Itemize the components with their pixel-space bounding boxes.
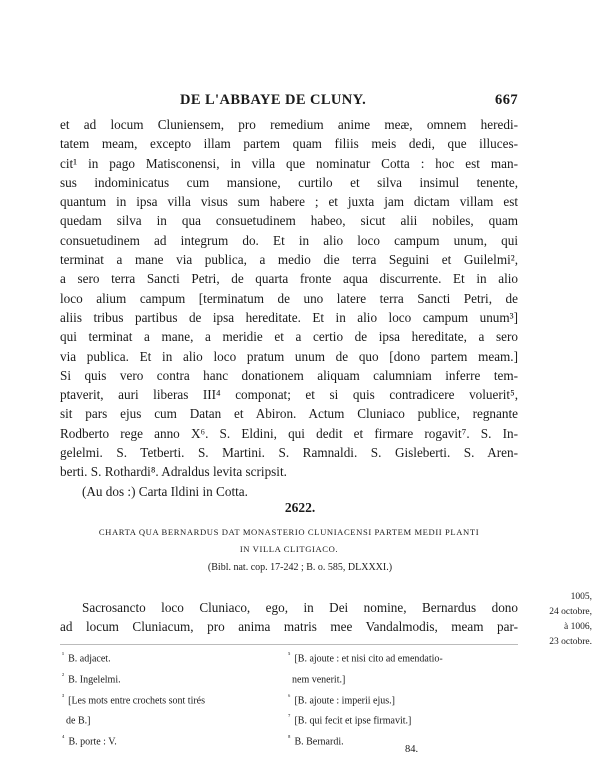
footnotes-right <box>288 647 518 751</box>
charter-text-continued <box>60 115 518 501</box>
footnote: $^{^2}$ B. Ingelelmi. <box>62 671 121 686</box>
text-line: a sero terra Sancti Petri, de quarta fronte aqua discurrente. Et in alio <box>60 271 518 287</box>
text-line: cit¹ in pago Matisconensi, in villa que nominatur Cotta : hoc est man- <box>60 155 518 171</box>
margin-date-line: 1005, <box>570 592 592 602</box>
text-line: qui terminat a mane, a meridie et a certio de ipsa hereditate, a sero <box>60 329 518 345</box>
footnote: $^{^7}$ [B. qui fecit et ipse firmavit.] <box>288 713 412 727</box>
charter-source: (Bibl. nat. cop. 17-242 ; B. o. 585, DLXXXI.) <box>207 562 393 573</box>
charter-number: 2622. <box>284 500 316 515</box>
margin-date-line: à 1006, <box>564 622 592 632</box>
footnote: $^{^6}$ [B. ajoute : imperii ejus.] <box>288 692 395 706</box>
running-head-title: DE L'ABBAYE DE CLUNY. <box>180 92 367 108</box>
charter-title <box>60 524 518 558</box>
margin-date-line: 23 octobre. <box>549 637 592 647</box>
text-line: sus indominicatus cum mansione, curtilo et silva insimul tenente, <box>60 174 518 190</box>
charter-body <box>60 598 518 637</box>
margin-date-line: 24 octobre, <box>549 607 592 617</box>
text-line: ad locum Cluniacum, pro anima matris mee Vandalmodis, meam par- <box>60 619 518 635</box>
text-line: via publica. Et in alio loco pratum unum de quo [dono partem meam.] <box>60 348 518 364</box>
footnote: de B.] <box>66 715 91 727</box>
text-line: consuetudinem ad integrum do. Et in alio loco campum unum, qui <box>60 232 518 248</box>
text-line: et ad locum Cluniensem, pro remedium anime meæ, omnem heredi- <box>60 117 518 132</box>
footnote: nem venerit.] <box>292 674 346 686</box>
footnote: $^{^1}$ B. adjacet. <box>62 651 111 665</box>
text-line: aliis tribus partibus de ipsa hereditate. Et in alio loco campum unum³] <box>60 309 518 325</box>
page-number: 667 <box>495 92 518 108</box>
charter-title-line: CHARTA QUA BERNARDUS DAT MONASTERIO CLUNIACENSI PARTEM MEDII PLANTI <box>98 527 480 537</box>
footnote: $^{^5}$ [B. ajoute : et nisi cito ad emendatio- <box>288 651 443 665</box>
footnotes-left <box>62 647 272 751</box>
text-line: quantum in ipsa villa visus sum habere ; et juxta jam dictam villam est <box>60 194 518 210</box>
dorse-note: (Au dos :) Carta Ildini in Cotta. <box>82 483 248 499</box>
text-line: terminat a mane via publica, a medio die terra Seguini et Guilelmi², <box>60 252 518 268</box>
text-line: sit pars ejus cum Datan et Abiron. Actum Cluniaco publice, regnante <box>60 406 518 422</box>
footnote-divider <box>60 644 518 645</box>
footnote: $^{^3}$ [Les mots entre crochets sont tirés <box>62 692 206 706</box>
signature-mark: 84. <box>405 744 419 755</box>
margin-date <box>520 590 592 650</box>
text-line: tatem meam, excepto illam partem quam filiis meis dedi, que illuces- <box>60 136 518 152</box>
charter-title-line: IN VILLA CLITGIACO. <box>239 544 339 554</box>
text-line: Sacrosancto loco Cluniaco, ego, in Dei nomine, Bernardus dono <box>82 600 518 615</box>
footnote: $^{^8}$ B. Bernardi. <box>288 734 344 748</box>
text-line: berti. S. Rothardi⁸. Adraldus levita scripsit. <box>60 464 287 480</box>
footnote: $^{^4}$ B. porte : V. <box>62 734 117 748</box>
text-line: loco alium campum [terminatum de uno latere terra Sancti Petri, de <box>60 290 518 306</box>
text-line: Rodberto rege anno X⁶. S. Eldini, qui dedit et firmare rogavit⁷. S. In- <box>60 425 518 441</box>
text-line: ptaverit, auri liberas III⁴ componat; et si quis contradicere voluerit⁵, <box>60 387 518 403</box>
text-line: gelelmi. S. Tetberti. S. Martini. S. Ramnaldi. S. Gisleberti. S. Aren- <box>60 445 518 461</box>
text-line: quedam silva in qua consuetudinem habeo, sicut alii nobiles, quam <box>60 213 518 229</box>
text-line: Si quis vero contra hanc donationem aliquam calumniam inferre tem- <box>60 367 518 383</box>
